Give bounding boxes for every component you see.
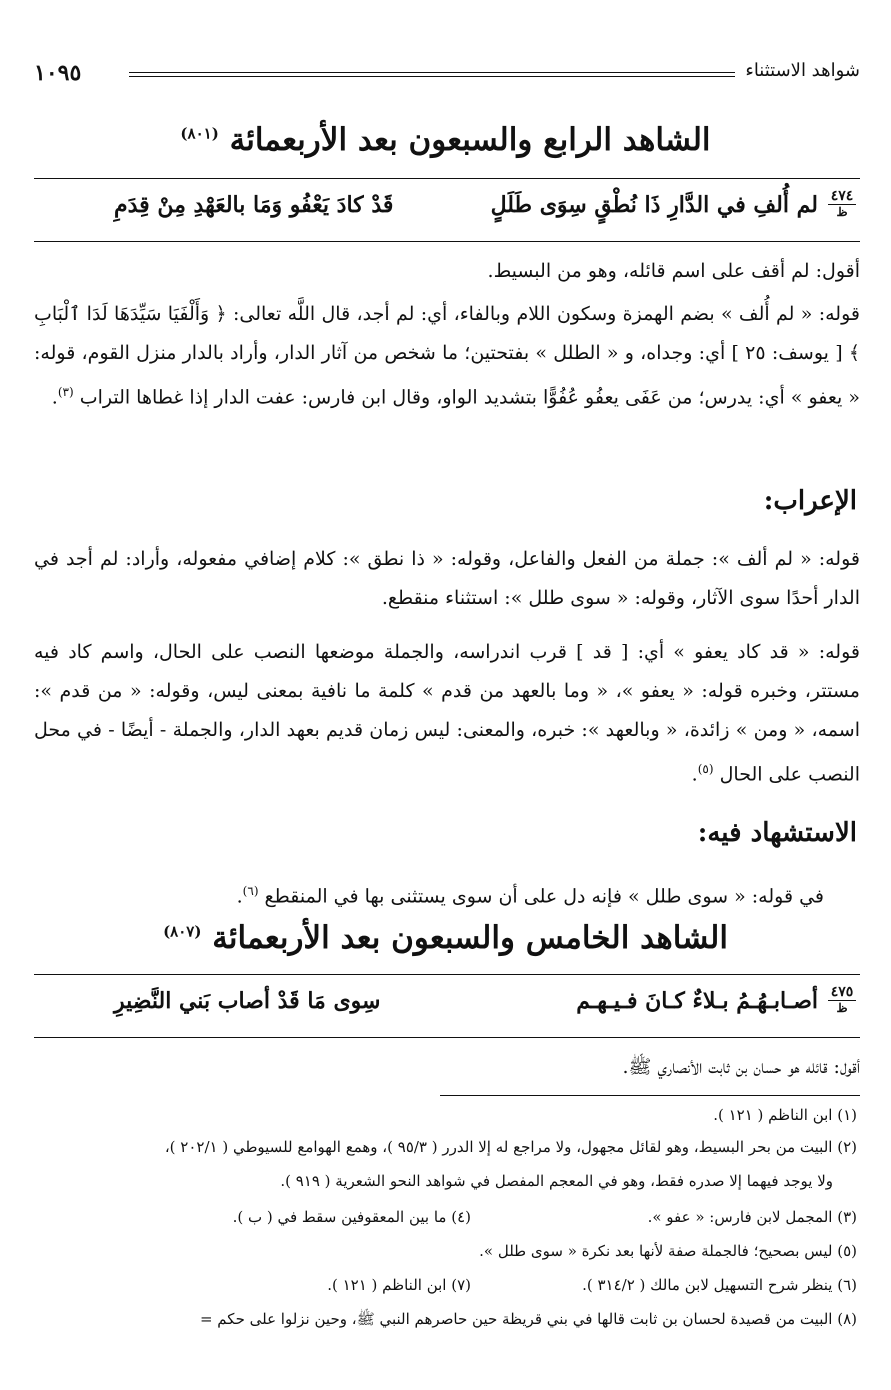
footnote-continued: ولا يوجد فيهما إلا صدره فقط، وهو في المعجم المفصل في شواهد النحو الشعرية ( ٩١٩ ).: [280, 1172, 833, 1190]
verse-second-hemistich: سِوى مَا قَدْ أصاب بَني النَّضِيرِ: [114, 988, 381, 1014]
paragraph-text: أقول: لم أقف على اسم قائله، وهو من البسيط.: [487, 260, 860, 282]
footnote-ref: (٣): [57, 385, 74, 399]
subheading: الاستشهاد فيه:: [697, 818, 857, 848]
paragraph: [34, 1048, 860, 1087]
footnote: (٥) ليس بصحيح؛ فالجملة صفة لأنها بعد نكرة « سوى طلل ».: [479, 1242, 857, 1260]
footnote: (٤) ما بين المعقوفين سقط في ( ب ).: [232, 1208, 471, 1226]
paragraph: في قوله: « سوى طلل » فإنه دل على أن سوى يستثنى بها في المنقطع $^{(٦)}$.: [236, 884, 824, 908]
header-rule: [129, 72, 735, 73]
footnote: (١) ابن الناظم ( ١٢١ ).: [713, 1106, 857, 1124]
footnote-ref: (٦): [242, 884, 259, 898]
footnote: (٢) البيت من بحر البسيط، وهو لقائل مجهول، ولا مراجع له إلا الدرر ( ٩٥/٣ )، وهمع الهوامع للسيوطي ( ٢٠٢/١ )،: [164, 1138, 857, 1156]
section-title: [0, 920, 891, 956]
paragraph-text: قوله: « لم أُلف » بضم الهمزة وسكون اللام وبالفاء، أي: لم أجد، قال اللَّه تعالى: ﴿ وَأَلْفَيَا سَيِّدَهَا لَدَا ٱلْبَابِ ﴾ [ يوسف: ٢٥ ] أي: وجداه، و « الطلل » بفتحتين؛ ما شخص من آثار الدار، وأراد بالدار منزل القوم، قوله: « يعفو » أي: يدرس؛ من عَفَى يعفُو عُفُوًّا بتشديد الواو، وقال ابن فارس: عفت الدار إذا غطاها التراب: [34, 303, 860, 409]
verse-number: [828, 985, 856, 1015]
footnote-rule: [440, 1095, 860, 1096]
verse-number: [828, 189, 856, 219]
footnote-ref: (٥): [697, 762, 714, 776]
subheading: الإعراب:: [763, 486, 857, 516]
paragraph: قوله: « لم أُلف » بضم الهمزة وسكون اللام وبالفاء، أي: لم أجد، قال اللَّه تعالى: ﴿ وَأَلْفَيَا سَيِّدَهَا لَدَا ٱلْبَابِ ﴾ [ يوسف: ٢٥ ] أي: وجداه، و « الطلل » بفتحتين؛ ما شخص من آثار الدار، وأراد بالدار منزل القوم، قوله: « يعفو » أي: يدرس؛ من عَفَى يعفُو عُفُوًّا بتشديد الواو، وقال ابن فارس: عفت الدار إذا غطاها التراب $^{(٣)}$.: [34, 303, 860, 409]
verse-first-hemistich: لم أُلفِ في الدَّارِ ذَا نُطْقٍ سِوَى طَلَلٍ: [490, 192, 818, 218]
footnote: (٧) ابن الناظم ( ١٢١ ).: [327, 1276, 471, 1294]
paragraph-text: أقول: قائله هو حسان بن ثابت الأنصاري ﷺ.: [622, 1056, 860, 1078]
paragraph-text: قوله: « لم ألف »: جملة من الفعل والفاعل، وقوله: « ذا نطق »: كلام إضافي مفعوله، وأراد: لم أجد في الدار أحدًا سوى الآثار، وقوله: « سوى طلل »: استثناء منقطع.: [34, 548, 860, 609]
paragraph-text: قوله: « قد كاد يعفو » أي: [ قد ] قرب اندراسه، والجملة موضعها النصب على الحال، واسم كاد فيه مستتر، وخبره قوله: « يعفو »، « وما بالعهد من قدم » كلمة ما نافية بمعنى ليس، وقوله: « من قدم »: اسمه، « ومن » زائدة، « وبالعهد »: خبره، والمعنى: ليس زمان قديم بعهد الدار، والجملة - أيضًا - في محل النصب على الحال: [34, 641, 860, 786]
verse-marker: ظ: [836, 205, 848, 219]
footnote: (٨) البيت من قصيدة لحسان بن ثابت قالها في بني قريظة حين حاصرهم النبي ﷺ، وحين نزلوا على حكم =: [199, 1310, 857, 1328]
verse-first-hemistich: أصـابـهُـمُ بـلاءٌ كـانَ فـيـهـم: [576, 988, 818, 1014]
verse-marker: ظ: [836, 1001, 848, 1015]
page-number: ١٠٩٥: [34, 60, 82, 86]
footnote-ref: (٨٠٧): [163, 922, 202, 941]
paragraph-text: في قوله: « سوى طلل » فإنه دل على أن سوى يستثنى بها في المنقطع: [264, 885, 824, 908]
section-title-text: الشاهد الرابع والسبعون بعد الأربعمائة: [229, 122, 711, 158]
verse-box: [34, 974, 860, 1038]
chapter-title: شواهد الاستثناء: [745, 60, 860, 81]
verse-number-value: ٤٧٥: [828, 985, 856, 1001]
verse-number-value: ٤٧٤: [828, 189, 856, 205]
paragraph: [34, 540, 860, 618]
verse-second-hemistich: قَدْ كادَ يَعْفُو وَمَا بالعَهْدِ مِنْ قِدَمِ: [114, 192, 394, 218]
footnote: (٦) ينظر شرح التسهيل لابن مالك ( ٣١٤/٢ ).: [582, 1276, 857, 1294]
verse-box: [34, 178, 860, 242]
section-title-text: الشاهد الخامس والسبعون بعد الأربعمائة: [212, 920, 728, 956]
header-rule: [129, 76, 735, 77]
footnote-ref: (٨٠١): [180, 124, 219, 143]
section-title: [0, 122, 891, 158]
paragraph: قوله: « قد كاد يعفو » أي: [ قد ] قرب اندراسه، والجملة موضعها النصب على الحال، واسم كاد فيه مستتر، وخبره قوله: « يعفو »، « وما بالعهد من قدم » كلمة ما نافية بمعنى ليس، وقوله: « من قدم »: اسمه، « ومن » زائدة، « وبالعهد »: خبره، والمعنى: ليس زمان قديم بعهد الدار، والجملة - أيضًا - في محل النصب على الحال $^{(٥)}$.: [34, 641, 860, 786]
running-header: [34, 60, 860, 90]
paragraph: [34, 252, 860, 291]
footnote: (٣) المجمل لابن فارس: « عفو ».: [647, 1208, 857, 1226]
